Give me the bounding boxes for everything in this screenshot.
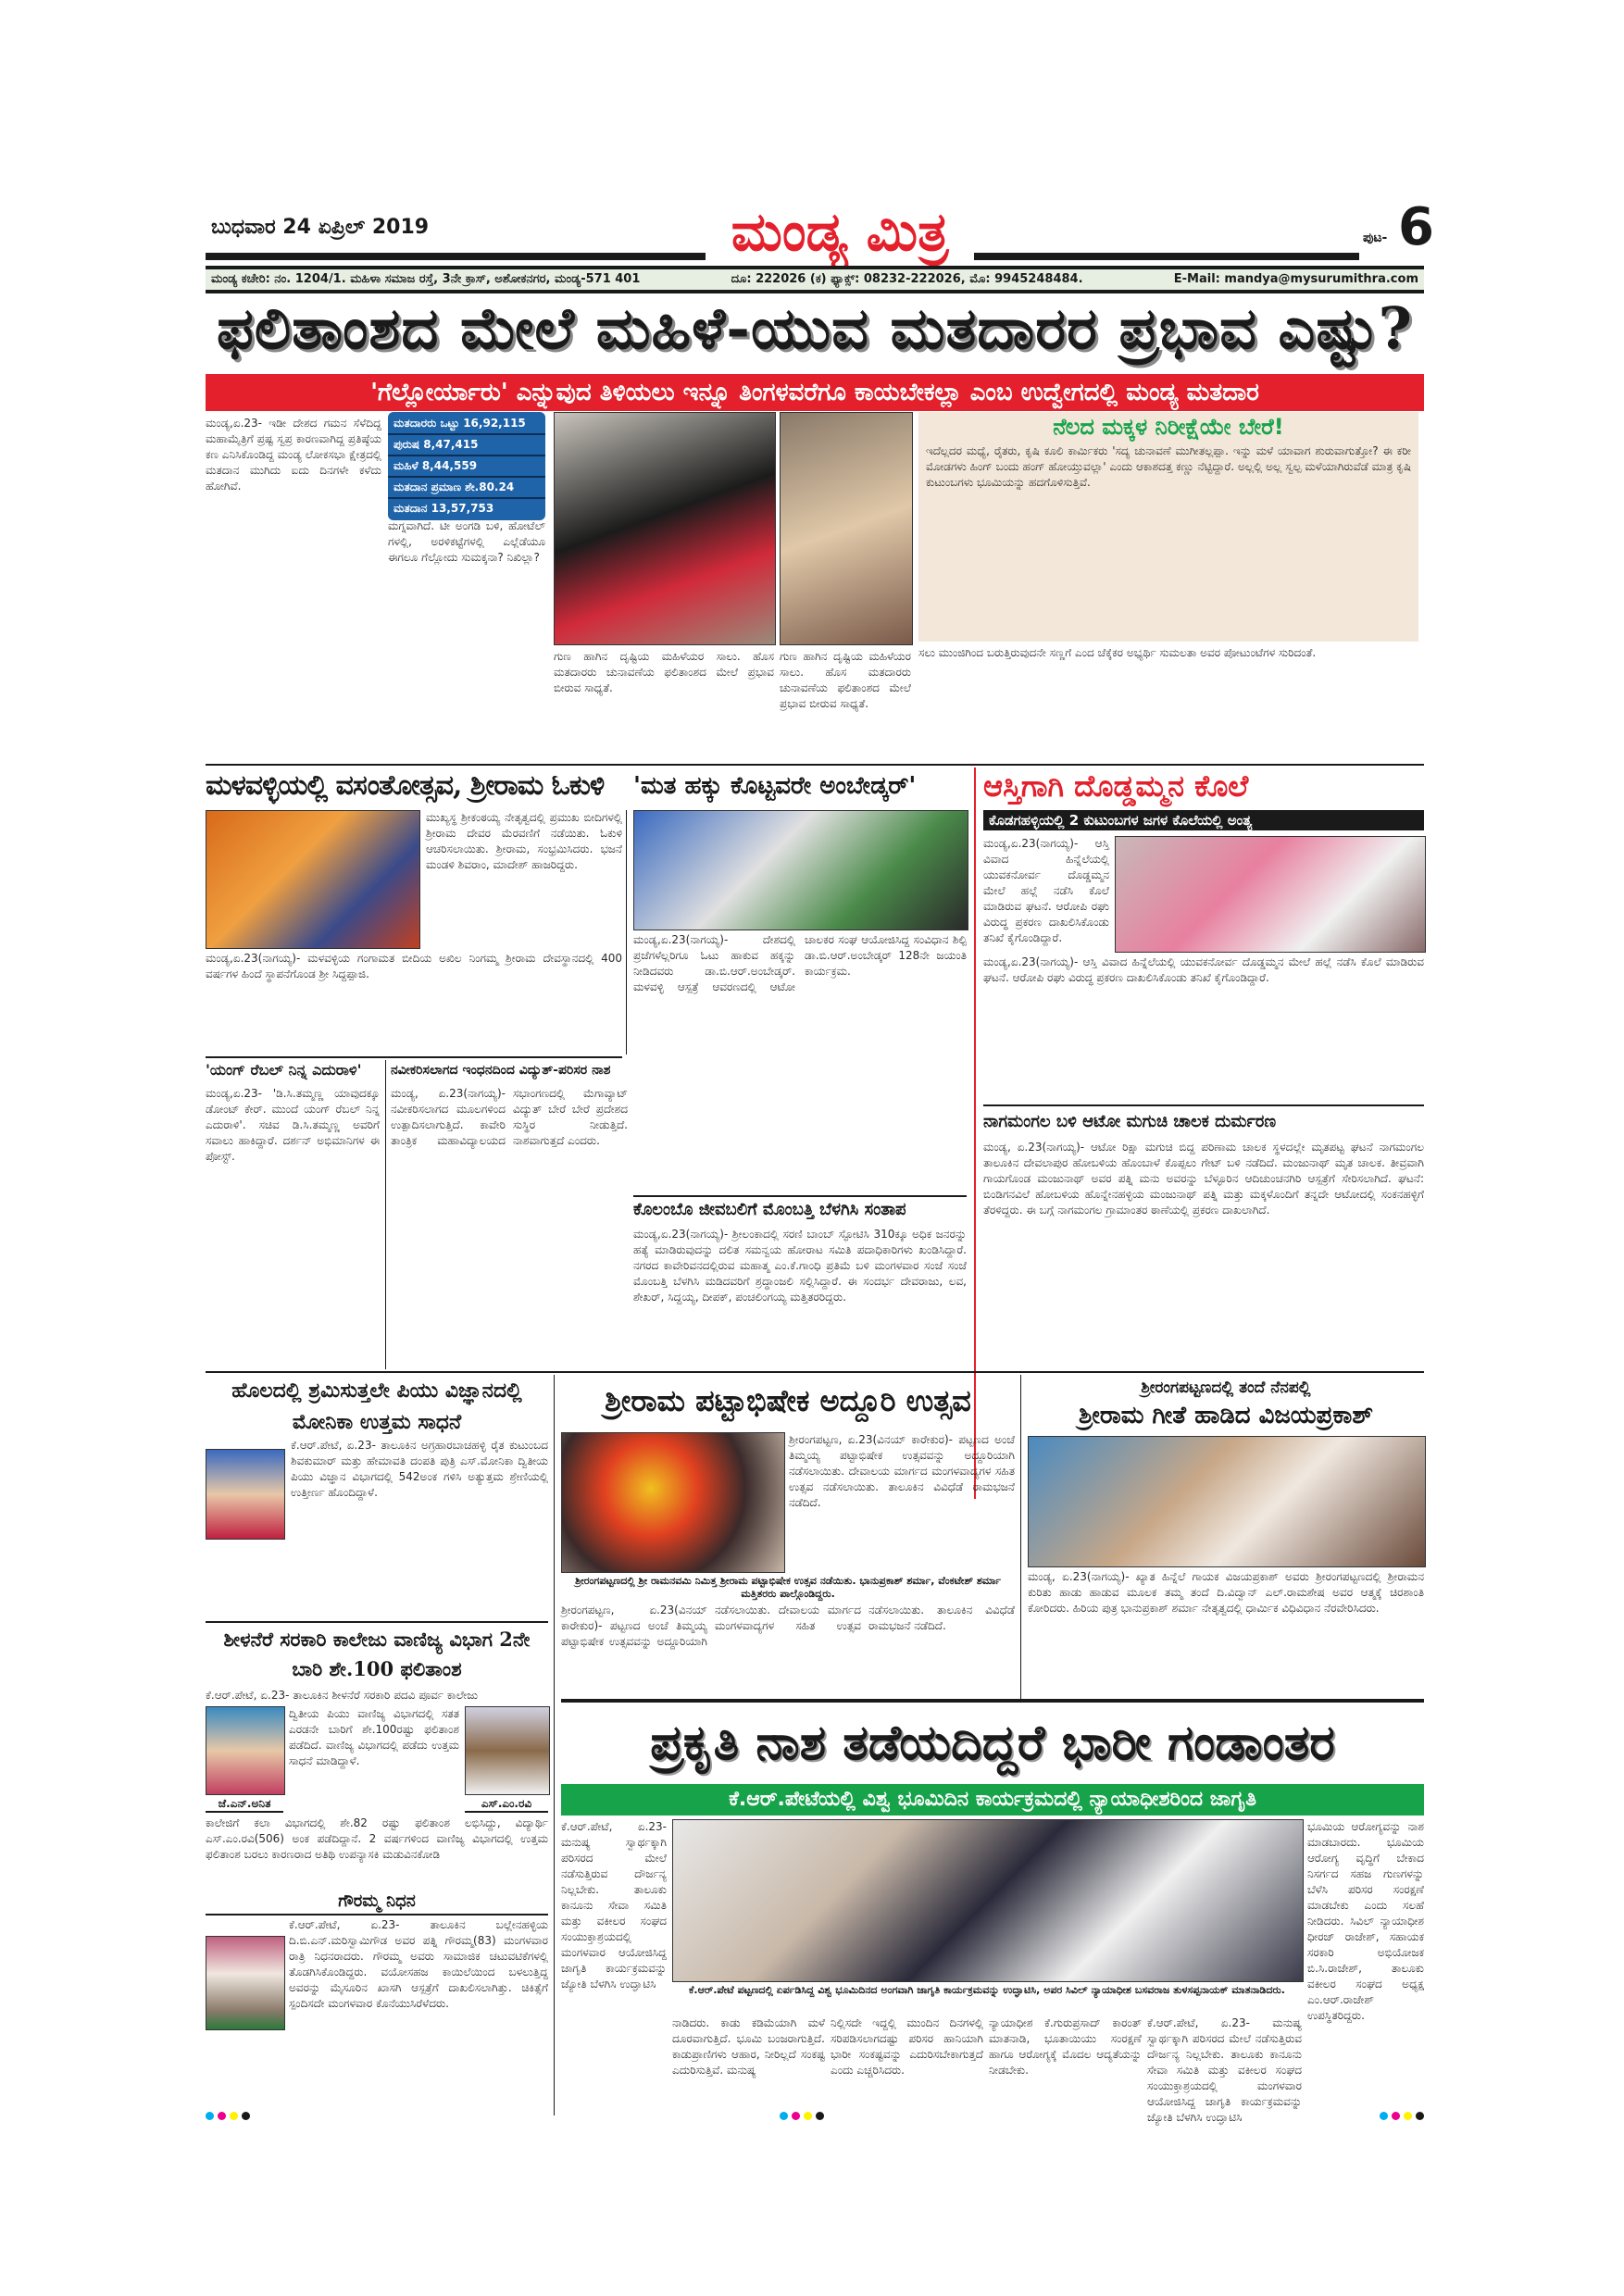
property-murder-lede: ಮಂಡ್ಯ,ಏ.23(ನಾಗಯ್ಯ)- ಆಸ್ತಿ ವಿವಾದ ಹಿನ್ನೆಲೆಯಲ್ಲಿ ಯುವಕನೋರ್ವ ದೊಡ್ಡಮ್ಮನ ಮೇಲೆ ಹಲ್ಲೆ ನಡೆಸಿ ಕೊಲೆ ಮಾಡಿರುವ ಘಟನೆ. ಆರೋಪಿ ರಘು ವಿರುದ್ಧ ಪ್ರಕರಣ ದಾಖಲಿಸಿಕೊಂಡು ತನಿಖೆ ಕೈಗೊಂಡಿದ್ದಾರೆ. (983, 837, 1109, 944)
pattabhisheka-photo (561, 1432, 785, 1573)
lead-col-2: ಮಗ್ನವಾಗಿದೆ. ಟೀ ಅಂಗಡಿ ಬಳಿ, ಹೋಟೆಲ್ ಗಳಲ್ಲಿ, ಅರಳಿಕಟ್ಟೆಗಳಲ್ಲಿ ಎಲ್ಲೆಡೆಯೂ ಈಗಲೂ ಗೆಲ್ಲೋದು ಸುಮಕ್ಕನಾ? ನಿಖಿಲ್ಲಾ? (388, 519, 545, 564)
property-murder-headline: ಆಸ್ತಿಗಾಗಿ ದೊಡ್ಡಮ್ಮನ ಕೊಲೆ (983, 768, 1249, 804)
ambedkar-photo (633, 810, 968, 930)
office-phone: ದೂ: 222026 (ಕ) ಫ್ಯಾಕ್ಸ್: 08232-222026, ಮೊ: 9945248484. (731, 272, 1083, 286)
vijayaprakash-photo (1028, 1436, 1426, 1567)
magenta-dot (218, 2112, 226, 2120)
earth-day-photo (672, 1819, 1304, 1982)
address-bar (206, 266, 1424, 293)
auto-accident-headline: ನಾಗಮಂಗಲ ಬಳಿ ಆಟೋ ಮಗುಚಿ ಚಾಲಕ ದುರ್ಮರಣ (983, 1112, 1277, 1131)
lead-col-5: ಸಲು ಮುಂಜಿಗಿಂದ ಬರುತ್ತಿರುವುದನೇ ಸಣ್ಣಗೆ ಎಂದ ಚೆಕ್ಕೆಕರ ಅಭ್ಯರ್ಥಿ ಸುಮಲತಾ ಅವರ ಪೋಟುಂಟೆಗಳ ಸುರಿದಂತೆ. (918, 646, 1317, 659)
lead-subhead-band: 'ಗೆಲ್ಲೋರ್ಯಾರು' ಎನ್ನುವುದ ತಿಳಿಯಲು ಇನ್ನೂ ತಿಂಗಳವರೆಗೂ ಕಾಯಬೇಕಲ್ಲಾ ಎಂಬ ಉದ್ವೇಗದಲ್ಲಿ ಮಂಡ್ಯ ಮತದಾರ (206, 374, 1424, 411)
issue-date: ಬುಧವಾರ 24 ಏಪ್ರಿಲ್ 2019 (211, 216, 430, 239)
earth-day-col-1b: ಕೆ.ಆರ್.ಪೇಟೆ, ಏ.23- ಮನುಷ್ಯ ಸ್ವಾರ್ಥಕ್ಕಾಗಿ ಪರಿಸರದ ಮೇಲೆ ನಡೆಸುತ್ತಿರುವ ದೌರ್ಜನ್ಯ ನಿಲ್ಲಬೇಕು. ತಾಲೂಕು ಕಾನೂನು ಸೇವಾ ಸಮಿತಿ ಮತ್ತು ವಕೀಲರ ಸಂಘದ ಸಂಯುಕ್ತಾಶ್ರಯದಲ್ಲಿ ಮಂಗಳವಾರ ಆಯೋಜಿಸಿದ್ದ ಜಾಗೃತಿ ಕಾರ್ಯಕ್ರಮವನ್ನು ಜ್ಯೋತಿ ಬೆಳಗಿಸಿ ಉದ್ಘಾಟಿಸಿ (1147, 2016, 1302, 2124)
earth-day-col-4: ನ್ಯಾಯಾಧೀಶ ಕೆ.ಗುರುಪ್ರಸಾದ್ ಕಾರಂತ್ ಮಾತನಾಡಿ, ಭೂತಾಯಿಯು ಸಂರಕ್ಷಣೆ ಹಾಗೂ ಆರೋಗ್ಯಕ್ಕೆ ಮೊದಲ ಆದ್ಯತೆಯನ್ನು ನೀಡಬೇಕು. (989, 2016, 1142, 2077)
sheelanere-headline: ಶೀಳನೆರೆ ಸರಕಾರಿ ಕಾಲೇಜು ವಾಣಿಜ್ಯ ವಿಭಾಗ 2ನೇ ಬಾರಿ ಶೇ.100 ಫಲಿತಾಂಶ (223, 1628, 531, 1680)
lead-col-1: ಮಂಡ್ಯ,ಏ.23- ಇಡೀ ದೇಶದ ಗಮನ ಸೆಳೆದಿದ್ದ ಮಹಾಮೈತ್ರಿಗೆ ಪ್ರಷ್ಟ ಸ್ವಪ್ರ ಕಾರಣವಾಗಿದ್ದ ಪ್ರತಿಷ್ಠೆಯ ಕಣ ಎನಿಸಿಕೊಂಡಿದ್ದ ಮಂಡ್ಯ ಲೋಕಸಭಾ ಕ್ಷೇತ್ರದಲ್ಲಿ ಮತದಾನ ಮುಗಿದು ಐದು ದಿನಗಳೇ ಕಳೆದು ಹೋಗಿವೆ. (206, 417, 381, 493)
earth-day-col-2: ನಾಡಿದರು. ಕಾಡು ಕಡಿಮೆಯಾಗಿ ಮಳೆ ದೂರವಾಗುತ್ತಿದೆ. ಭೂಮಿ ಬಂಜರಾಗುತ್ತಿದೆ. ಕಾಡುಪ್ರಾಣಿಗಳು ಆಹಾರ, ನೀರಿಲ್ಲದೆ ಸಂಕಷ್ಟ ಎದುರಿಸುತ್ತಿವೆ. ಮನುಷ್ಯ (672, 2016, 825, 2077)
colombo-headline: ಕೊಲಂಬೊ ಜೀವಬಲಿಗೆ ಮೊಂಬತ್ತಿ ಬೆಳಗಿಸಿ ಸಂತಾಪ (633, 1200, 906, 1219)
fuel-text: ಮಂಡ್ಯ, ಏ.23(ನಾಗಯ್ಯ)- ನವೀಕರಿಸಲಾಗದ ಮೂಲಗಳಿಂದ ಉತ್ಪಾದಿಸಲಾಗುತ್ತಿದೆ. ಕಾವೇರಿ ತಾಂತ್ರಿಕ ಮಹಾವಿದ್ಯಾಲಯದ ಸಭಾಂಗಣದಲ್ಲಿ ಮೆಗಾವ್ಯಾಟ್ ವಿದ್ಯುತ್ ಬೇರೆ ಬೇರೆ ಪ್ರದೇಶದ ಸುಸ್ಥಿರ ನೀಡುತ್ತಿದೆ. ನಾಶವಾಗುತ್ತದೆ ಎಂದರು. (391, 1087, 628, 1147)
section-divider (561, 1699, 1424, 1703)
colombo-text: ಮಂಡ್ಯ,ಏ.23(ನಾಗಯ್ಯ)- ಶ್ರೀಲಂಕಾದಲ್ಲಿ ಸರಣಿ ಬಾಂಬ್ ಸ್ಫೋಟಿಸಿ 310ಕ್ಕೂ ಅಧಿಕ ಜನರನ್ನು ಹತ್ಯೆ ಮಾಡಿರುವುದನ್ನು ದಲಿತ ಸಮನ್ವಯ ಹೋರಾಟ ಸಮಿತಿ ಪದಾಧಿಕಾರಿಗಳು ಖಂಡಿಸಿದ್ದಾರೆ. ನಗರದ ಕಾವೇರಿವನದಲ್ಲಿರುವ ಮಹಾತ್ಮ ಎಂ.ಕೆ.ಗಾಂಧಿ ಪ್ರತಿಮೆ ಬಳಿ ಮಂಗಳವಾರ ಸಂಜೆ ಸಂಜೆ ಮೊಂಬತ್ತಿ ಬೆಳಗಿಸಿ ಮಡಿದವರಿಗೆ ಶ್ರದ್ಧಾಂಜಲಿ ಸಲ್ಲಿಸಿದ್ದಾರೆ. ಈ ಸಂದರ್ಭ ದೇವರಾಜು, ಲವ, ಶೇಖರ್, ಸಿದ್ದಯ್ಯ, ದೀಪಕ್, ಪಂಚಲಿಂಗಯ್ಯ ಮತ್ತಿತರರಿದ್ದರು. (633, 1228, 967, 1304)
monika-text: ಕೆ.ಆರ್.ಪೇಟೆ, ಏ.23- ತಾಲೂಕಿನ ಅಗ್ರಹಾರಬಾಚಹಳ್ಳಿ ರೈತ ಕುಟುಂಬದ ಶಿವಕುಮಾರ್ ಮತ್ತು ಹೇಮಾವತಿ ದಂಪತಿ ಪುತ್ರಿ ಎಸ್.ಮೋನಿಕಾ ದ್ವಿತೀಯ ಪಿಯು ವಿಜ್ಞಾನ ವಿಭಾಗದಲ್ಲಿ 542ಅಂಕ ಗಳಿಸಿ ಅತ್ಯುತ್ತಮ ಶ್ರೇಣಿಯಲ್ಲಿ ಉತ್ತೀರ್ಣ ಹೊಂದಿದ್ದಾಳೆ. (291, 1439, 548, 1499)
obituary-headline: ಗೌರಮ್ಮ ನಿಧನ (338, 1891, 416, 1911)
pattabhisheka-side: ಶ್ರೀರಂಗಪಟ್ಟಣ, ಏ.23(ವಿನಯ್ ಕಾರೇಕುರ)- ಪಟ್ಟಣದ ಅಂಚೆ ತಿಮ್ಮಯ್ಯ ಪಟ್ಟಾಭಿಷೇಕ ಉತ್ಸವವನ್ನು ಅದ್ದೂರಿಯಾಗಿ ನಡೆಸಲಾಯಿತು. ದೇವಾಲಯ ಮಾರ್ಗದ ಮಂಗಳವಾದ್ಯಗಳ ಸಹಿತ ಉತ್ಸವ ನಡೆಸಲಾಯಿತು. ತಾಲೂಕಿನ ವಿವಿಧೆಡೆ ರಾಮಭಜನೆ ನಡೆದಿದೆ. (789, 1433, 1015, 1509)
stat-male: ಪುರುಷ 8,47,415 (388, 435, 545, 456)
ambedkar-text: ಮಂಡ್ಯ,ಏ.23(ನಾಗಯ್ಯ)- ದೇಶದಲ್ಲಿ ಪ್ರಜೆಗಳೆಲ್ಲರಿಗೂ ಓಟು ಹಾಕುವ ಹಕ್ಕನ್ನು ನೀಡಿದವರು ಡಾ.ಬಿ.ಆರ್.ಅಂಬೇಡ್ಕರ್. ಮಳವಳ್ಳಿ ಆಸ್ಪತ್ರೆ ಆವರಣದಲ್ಲಿ ಆಟೋ ಚಾಲಕರ ಸಂಘ ಆಯೋಜಿಸಿದ್ದ ಸಂವಿಧಾನ ಶಿಲ್ಪಿ ಡಾ.ಬಿ.ಆರ್.ಅಂಬೇಡ್ಕರ್ 128ನೇ ಜಯಂತಿ ಕಾರ್ಯಕ್ರಮ. (633, 933, 967, 993)
anitha-name-tag: ಜೆ.ಎನ್.ಅನಿತ (206, 1797, 283, 1813)
registration-marks-right (1380, 2112, 1424, 2120)
earth-day-col-3: ನಿಲ್ಲಿಸದೇ ಇದ್ದಲ್ಲಿ ಮುಂದಿನ ದಿನಗಳಲ್ಲಿ ಸರಿಪಡಿಸಲಾಗದಷ್ಟು ಪರಿಸರ ಹಾನಿಯಾಗಿ ಭಾರೀ ಸಂಕಷ್ಟವನ್ನು ಎದುರಿಸಬೇಕಾಗುತ್ತದೆ ಎಂದು ಎಚ್ಚರಿಸಿದರು. (831, 2016, 983, 2077)
black-dot (242, 2112, 250, 2120)
voters-queue-photo (554, 412, 776, 645)
stat-votes-cast: ಮತದಾನ 13,57,753 (394, 502, 494, 515)
earth-day-subhead: ಕೆ.ಆರ್.ಪೇಟೆಯಲ್ಲಿ ವಿಶ್ವ ಭೂಮಿದಿನ ಕಾರ್ಯಕ್ರಮದಲ್ಲಿ ನ್ಯಾಯಾಧೀಶರಿಂದ ಜಾಗೃತಿ (561, 1784, 1424, 1816)
monika-headline: ಹೊಲದಲ್ಲಿ ಶ್ರಮಿಸುತ್ತಲೇ ಪಿಯು ವಿಜ್ಞಾನದಲ್ಲಿ ಮೋನಿಕಾ ಉತ್ತಮ ಸಾಧನೆ (231, 1379, 522, 1434)
black-dot (1416, 2112, 1424, 2120)
column-rule (385, 1060, 386, 1369)
lead-col-4: ಗುಣ ಹಾಗಿನ ದೃಷ್ಟಿಯ ಮಹಿಳೆಯರ ಸಾಲು. ಹೊಸ ಮತದಾರರು ಚುನಾವಣೆಯ ಫಲಿತಾಂಶದ ಮೇಲೆ ಪ್ರಭಾವ ಬೀರುವ ಸಾಧ್ಯತೆ. (780, 650, 911, 710)
newspaper-logo: ಮಂಡ್ಯ ಮಿತ್ರ (731, 200, 949, 263)
page-number: 6 (1398, 197, 1434, 257)
young-rebel-text: ಮಂಡ್ಯ,ಏ.23- 'ಡಿ.ಸಿ.ತಮ್ಮಣ್ಣ ಯಾವುದಕ್ಕೂ ಡೋಂಟ್ ಕೇರ್. ಮುಂದೆ ಯಂಗ್ ರೆಬಲ್ ನಿನ್ನ ಎದುರಾಳಿ'. ಸಚಿವ ಡಿ.ಸಿ.ತಮ್ಮಣ್ಣ ಅವರಿಗೆ ಸವಾಲು ಹಾಕಿದ್ದಾರೆ. ದರ್ಶನ್ ಅಭಿಮಾನಿಗಳ ಈ ಪೋಸ್ಟ್. (206, 1087, 380, 1163)
pattabhisheka-text: ಶ್ರೀರಂಗಪಟ್ಟಣ, ಏ.23(ವಿನಯ್ ಕಾರೇಕುರ)- ಪಟ್ಟಣದ ಅಂಚೆ ತಿಮ್ಮಯ್ಯ ಪಟ್ಟಾಭಿಷೇಕ ಉತ್ಸವವನ್ನು ಅದ್ದೂರಿಯಾಗಿ ನಡೆಸಲಾಯಿತು. ದೇವಾಲಯ ಮಾರ್ಗದ ಮಂಗಳವಾದ್ಯಗಳ ಸಹಿತ ಉತ್ಸವ ನಡೆಸಲಾಯಿತು. ತಾಲೂಕಿನ ವಿವಿಧೆಡೆ ರಾಮಭಜನೆ ನಡೆದಿದೆ. (561, 1603, 1015, 1648)
column-rule (626, 810, 627, 1054)
masthead-rule-left (206, 253, 706, 260)
section-divider (983, 1104, 1424, 1106)
pattabhisheka-headline: ಶ್ರೀರಾಮ ಪಟ್ಟಾಭಿಷೇಕ ಅದ್ದೂರಿ ಉತ್ಸವ (605, 1383, 971, 1418)
sheelanere-text-2: ಕಾಲೇಜಿಗೆ ಕಲಾ ವಿಭಾಗದಲ್ಲಿ ಶೇ.82 ರಷ್ಟು ಫಲಿತಾಂಶ ಲಭಿಸಿದ್ದು, ವಿದ್ಯಾರ್ಥಿ ಎಸ್.ಎಂ.ರವಿ(506) ಅಂಕ ಪಡೆದಿದ್ದಾನೆ. 2 ವರ್ಷಗಳಿಂದ ವಾಣಿಜ್ಯ ವಿಭಾಗದಲ್ಲಿ ಉತ್ತಮ ಫಲಿತಾಂಶ ಬರಲು ಕಾರಣರಾದ ಅತಿಥಿ ಉಪನ್ಯಾಸಕಿ ಮಡುವಿನಕೋಡಿ (206, 1816, 548, 1861)
yellow-dot (230, 2112, 238, 2120)
young-rebel-headline: 'ಯಂಗ್ ರೆಬಲ್ ನಿನ್ನ ಎದುರಾಳಿ' (206, 1061, 362, 1079)
registration-marks-left (206, 2112, 250, 2120)
auto-accident-text: ಮಂಡ್ಯ, ಏ.23(ನಾಗಯ್ಯ)- ಆಟೋ ರಿಕ್ಷಾ ಮಗುಚಿ ಬಿದ್ದ ಪರಿಣಾಮ ಚಾಲಕ ಸ್ಥಳದಲ್ಲೇ ಮೃತಪಟ್ಟ ಘಟನೆ ನಾಗಮಂಗಲ ತಾಲೂಕಿನ ದೇವಲಾಪುರ ಹೋಬಳಿಯ ಹೊಂಬಾಳೆ ಕೊಪ್ಪಲು ಗೇಟ್ ಬಳಿ ನಡೆದಿದೆ. ಮಂಜುನಾಥ್ ಮೃತ ಚಾಲಕ. ತೀವ್ರವಾಗಿ ಗಾಯಗೊಂಡ ಮಂಜುನಾಥ್ ಅವರ ಪತ್ನಿ ಮನು ಅವರನ್ನು ಬೆಳ್ಳೂರಿನ ಆದಿಚುಂಚನಗಿರಿ ಆಸ್ಪತ್ರೆಗೆ ಸೇರಿಸಲಾಗಿದೆ. ಘಟನೆ: ಬಿಂಡಿಗನವಿಲೆ ಹೋಬಳಿಯ ಹೊನ್ನೇನಹಳ್ಳಿಯ ಮಂಜುನಾಥ್ ಪತ್ನಿ ಮತ್ತು ಮಕ್ಕಳೊಂದಿಗೆ ತನ್ನದೇ ಆಟೋದಲ್ಲಿ ಸಂಕನಹಳ್ಳಿಗೆ ತೆರಳಿದ್ದರು. ಈ ಬಗ್ಗೆ ನಾಗಮಂಗಲ ಗ್ರಾಮಾಂತರ ಠಾಣೆಯಲ್ಲಿ ಪ್ರಕರಣ ದಾಖಲಾಗಿದೆ. (983, 1141, 1424, 1217)
vijayaprakash-kicker: ಶ್ರೀರಂಗಪಟ್ಟಣದಲ್ಲಿ ತಂದೆ ನೆನಪಲ್ಲಿ (1141, 1379, 1311, 1397)
magenta-dot (792, 2112, 800, 2120)
pattabhisheka-caption: ಶ್ರೀರಂಗಪಟ್ಟಣದಲ್ಲಿ ಶ್ರೀ ರಾಮನವಮಿ ನಿಮಿತ್ತ ಶ್ರೀರಾಮ ಪಟ್ಟಾಭಿಷೇಕ ಉತ್ಸವ ನಡೆಯಿತು. ಭಾನುಪ್ರಕಾಶ್ ಶರ್ಮಾ, ವೆಂಕಟೇಶ್ ಶರ್ಮಾ ಮತ್ತಿತರರು ಪಾಲ್ಗೊಂಡಿದ್ದರು. (575, 1575, 1001, 1600)
anitha-photo (206, 1706, 285, 1795)
malavalli-photo (206, 810, 420, 949)
victim-photo (1115, 836, 1426, 953)
office-address: ಮಂಡ್ಯ ಕಚೇರಿ: ನಂ. 1204/1. ಮಹಿಳಾ ಸಮಾಜ ರಸ್ತೆ, 3ನೇ ಕ್ರಾಸ್, ಅಶೋಕನಗರ, ಮಂಡ್ಯ-571 401 (211, 272, 641, 286)
masthead-rule-right (974, 253, 1359, 260)
obituary-text: ಕೆ.ಆರ್.ಪೇಟೆ, ಏ.23- ತಾಲೂಕಿನ ಬಲ್ಲೇನಹಳ್ಳಿಯ ದಿ.ಬಿ.ಎನ್.ಮರಿಸ್ವಾಮಿಗೌಡ ಅವರ ಪತ್ನಿ ಗೌರಮ್ಮ(83) ಮಂಗಳವಾರ ರಾತ್ರಿ ನಿಧನರಾದರು. ಗೌರಮ್ಮ ಅವರು ಸಾಮಾಜಿಕ ಚಟುವಟಿಕೆಗಳಲ್ಲಿ ತೊಡಗಿಸಿಕೊಂಡಿದ್ದರು. ವಯೋಸಹಜ ಕಾಯಿಲೆಯಿಂದ ಬಳಲುತ್ತಿದ್ದ ಅವರನ್ನು ಮೈಸೂರಿನ ಖಾಸಗಿ ಆಸ್ಪತ್ರೆಗೆ ದಾಖಲಿಸಲಾಗಿತ್ತು. ಚಿಕಿತ್ಸೆಗೆ ಸ್ಪಂದಿಸದೇ ಮಂಗಳವಾರ ಕೊನೆಯುಸಿರೆಳೆದರು. (289, 1918, 548, 2010)
earth-day-caption: ಕೆ.ಆರ್.ಪೇಟೆ ಪಟ್ಟಣದಲ್ಲಿ ಏರ್ಪಡಿಸಿದ್ದ ವಿಶ್ವ ಭೂಮಿದಿನದ ಅಂಗವಾಗಿ ಜಾಗೃತಿ ಕಾರ್ಯಕ್ರಮವನ್ನು ಉದ್ಘಾಟಿಸಿ, ಅಪರ ಸಿವಿಲ್ ನ್ಯಾಯಾಧೀಶ ಬಸವರಾಜ ತುಳಸಪ್ಪನಾಯಕ್ ಮಾತನಾಡಿದರು. (689, 1984, 1285, 1996)
section-divider (206, 1371, 1424, 1373)
vijayaprakash-text: ಮಂಡ್ಯ, ಏ.23(ನಾಗಯ್ಯ)- ಖ್ಯಾತ ಹಿನ್ನೆಲೆ ಗಾಯಕ ವಿಜಯಪ್ರಕಾಶ್ ಅವರು ಶ್ರೀರಂಗಪಟ್ಟಣದಲ್ಲಿ ಶ್ರೀರಾಮನ ಕುರಿತು ಹಾಡು ಹಾಡುವ ಮೂಲಕ ತಮ್ಮ ತಂದೆ ದಿ.ವಿದ್ವಾನ್ ಎಲ್.ರಾಮಶೇಷ ಅವರ ಆತ್ಮಕ್ಕೆ ಚಿರಶಾಂತಿ ಕೋರಿದರು. ಹಿರಿಯ ಪುತ್ರ ಭಾನುಪ್ರಕಾಶ್ ಶರ್ಮಾ ನೇತೃತ್ವದಲ್ಲಿ ಧಾರ್ಮಿಕ ವಿಧಿವಿಧಾನ ನೆರವೇರಿಸಿದರು. (1028, 1570, 1424, 1615)
cyan-dot (780, 2112, 788, 2120)
earth-day-side-col: ಭೂಮಿಯ ಆರೋಗ್ಯವನ್ನು ನಾಶ ಮಾಡಬಾರದು. ಭೂಮಿಯ ಆರೋಗ್ಯ ವೃದ್ಧಿಗೆ ಬೇಕಾದ ನಿಸರ್ಗದ ಸಹಜ ಗುಣಗಳನ್ನು ಬೆಳೆಸಿ ಪರಿಸರ ಸಂರಕ್ಷಣೆ ಮಾಡಬೇಕು ಎಂದು ಸಲಹೆ ನೀಡಿದರು. ಸಿವಿಲ್ ನ್ಯಾಯಾಧೀಶ ಧೀರಜ್ ರಾಜೇಶ್, ಸಹಾಯಕ ಸರಕಾರಿ ಅಭಿಯೋಜಕ ಬಿ.ಸಿ.ರಾಜೇಶ್, ತಾಲೂಕು ವಕೀಲರ ಸಂಘದ ಅಧ್ಯಕ್ಷ ಎಂ.ಆರ್.ರಾಜೇಶ್ ಉಪಸ್ಥಿತರಿದ್ದರು. (1307, 1820, 1424, 2022)
sheelanere-lede: ಕೆ.ಆರ್.ಪೇಟೆ, ಏ.23- ತಾಲೂಕಿನ ಶೀಳನೆರೆ ಸರಕಾರಿ ಪದವಿ ಪೂರ್ವ ಕಾಲೇಜು (206, 1689, 479, 1702)
malavalli-text-main: ಮಂಡ್ಯ,ಏ.23(ನಾಗಯ್ಯ)- ಮಳವಳ್ಳಿಯ ಗಂಗಾಮತ ಬೀದಿಯ ಅಖಿಲ ನಿಂಗಮ್ಮ ಶ್ರೀರಾಮ ದೇವಸ್ಥಾನದಲ್ಲಿ 400 ವರ್ಷಗಳ ಹಿಂದೆ ಸ್ಥಾಪನೆಗೊಂಡ ಶ್ರೀ ಸಿದ್ದಪ್ಪಾಜಿ. (206, 952, 622, 980)
ravi-photo (465, 1706, 550, 1795)
sheelanere-text: ದ್ವಿತೀಯ ಪಿಯು ವಾಣಿಜ್ಯ ವಿಭಾಗದಲ್ಲಿ ಸತತ ಎರಡನೇ ಬಾರಿಗೆ ಶೇ.100ರಷ್ಟು ಫಲಿತಾಂಶ ಪಡೆದಿದೆ. ವಾಣಿಜ್ಯ ವಿಭಾಗದಲ್ಲಿ ಪಡೆದು ಉತ್ತಮ ಸಾಧನೆ ಮಾಡಿದ್ದಾಳೆ. (289, 1707, 459, 1767)
column-rule (1020, 1375, 1021, 1699)
stat-total-voters: ಮತದಾರರು ಒಟ್ಟು 16,92,115 (388, 414, 545, 435)
section-divider (206, 1621, 548, 1623)
farmer-sidebar-box (918, 412, 1418, 642)
section-divider (206, 1914, 548, 1915)
farmer-box-title: ನೆಲದ ಮಕ್ಕಳ ನಿರೀಕ್ಷೆಯೇ ಬೇರೆ! (1053, 414, 1284, 440)
office-email[interactable]: E-Mail: mandya@mysurumithra.com (1173, 272, 1418, 286)
lead-headline: ಫಲಿತಾಂಶದ ಮೇಲೆ ಮಹಿಳೆ-ಯುವ ಮತದಾರರ ಪ್ರಭಾವ ಎಷ್ಟು? (216, 294, 1414, 362)
voter-stats-box (388, 412, 545, 520)
earth-day-headline: ಪ್ರಕೃತಿ ನಾಶ ತಡೆಯದಿದ್ದರೆ ಭಾರೀ ಗಂಡಾಂತರ (650, 1715, 1335, 1771)
cyan-dot (1380, 2112, 1388, 2120)
malavalli-text-col: ಮುಖ್ಯಸ್ಥ ಶ್ರೀಕಂಠಯ್ಯ ನೇತೃತ್ವದಲ್ಲಿ ಪ್ರಮುಖ ಬೀದಿಗಳಲ್ಲಿ ಶ್ರೀರಾಮ ದೇವರ ಮೆರವಣಿಗೆ ನಡೆಯಿತು. ಓಕುಳಿ ಆಚರಿಸಲಾಯಿತು. ಶ್ರೀರಾಮ, ಸಂಭ್ರಮಿಸಿದರು. ಭಜನೆ ಮಂಡಳಿ ಶಿವರಾಂ, ಮಾದೇಶ್ ಹಾಜರಿದ್ದರು. (426, 811, 622, 871)
black-dot (816, 2112, 824, 2120)
malavalli-headline: ಮಳವಳ್ಳಿಯಲ್ಲಿ ವಸಂತೋತ್ಸವ, ಶ್ರೀರಾಮ ಓಕುಳಿ (206, 769, 605, 802)
woman-voter-photo (780, 412, 913, 645)
registration-marks-center (780, 2112, 824, 2120)
ravi-name-tag: ಎಸ್.ಎಂ.ರವಿ (465, 1797, 548, 1813)
column-rule (554, 1375, 555, 2115)
farmer-box-text: ಇದೆಲ್ಲದರ ಮಧ್ಯೆ, ರೈತರು, ಕೃಷಿ ಕೂಲಿ ಕಾರ್ಮಿಕರು 'ಸದ್ಯ ಚುನಾವಣೆ ಮುಗೀತಲ್ಲಪ್ಪಾ. ಇನ್ನು ಮಳೆ ಯಾವಾಗ ಶುರುವಾಗುತ್ತೋ? ಈ ಕರೀ ಮೋಡಗಳು ಹಿಂಗ್ ಬಂದು ಹಂಗ್ ಹೋಯ್ತುವಲ್ಲಾ' ಎಂದು ಆಕಾಶದತ್ತ ಕಣ್ಣು ನೆಟ್ಟಿದ್ದಾರೆ. ಅಲ್ಲಲ್ಲಿ ಅಲ್ಲ ಸ್ವಲ್ಪ ಮಳೆಯಾಗಿರುವೆಡೆ ಮಾತ್ರ ಕೃಷಿ ಕುಟುಂಬಗಳು ಭೂಮಿಯನ್ನು ಹದಗೊಳಿಸುತ್ತಿವೆ. (926, 444, 1411, 489)
property-murder-strap: ಕೊಡಗಹಳ್ಳಿಯಲ್ಲಿ 2 ಕುಟುಂಬಗಳ ಜಗಳ ಕೊಲೆಯಲ್ಲಿ ಅಂತ್ಯ (983, 810, 1424, 830)
stat-female: ಮಹಿಳೆ 8,44,559 (388, 456, 545, 478)
magenta-dot (1392, 2112, 1400, 2120)
property-murder-text: ಮಂಡ್ಯ,ಏ.23(ನಾಗಯ್ಯ)- ಆಸ್ತಿ ವಿವಾದ ಹಿನ್ನೆಲೆಯಲ್ಲಿ ಯುವಕನೋರ್ವ ದೊಡ್ಡಮ್ಮನ ಮೇಲೆ ಹಲ್ಲೆ ನಡೆಸಿ ಕೊಲೆ ಮಾಡಿರುವ ಘಟನೆ. ಆರೋಪಿ ರಘು ವಿರುದ್ಧ ಪ್ರಕರಣ ದಾಖಲಿಸಿಕೊಂಡು ತನಿಖೆ ಕೈಗೊಂಡಿದ್ದಾರೆ. (983, 955, 1424, 984)
vijayaprakash-headline: ಶ್ರೀರಾಮ ಗೀತೆ ಹಾಡಿದ ವಿಜಯಪ್ರಕಾಶ್ (1078, 1402, 1374, 1429)
fuel-headline: ನವೀಕರಿಸಲಾಗದ ಇಂಧನದಿಂದ ವಿದ್ಯುತ್-ಪರಿಸರ ನಾಶ (391, 1063, 611, 1078)
ambedkar-headline: 'ಮತ ಹಕ್ಕು ಕೊಟ್ಟವರೇ ಅಂಬೇಡ್ಕರ್' (633, 772, 917, 800)
earth-day-col-1: ಕೆ.ಆರ್.ಪೇಟೆ, ಏ.23- ಮನುಷ್ಯ ಸ್ವಾರ್ಥಕ್ಕಾಗಿ ಪರಿಸರದ ಮೇಲೆ ನಡೆಸುತ್ತಿರುವ ದೌರ್ಜನ್ಯ ನಿಲ್ಲಬೇಕು. ತಾಲೂಕು ಕಾನೂನು ಸೇವಾ ಸಮಿತಿ ಮತ್ತು ವಕೀಲರ ಸಂಘದ ಸಂಯುಕ್ತಾಶ್ರಯದಲ್ಲಿ ಮಂಗಳವಾರ ಆಯೋಜಿಸಿದ್ದ ಜಾಗೃತಿ ಕಾರ್ಯಕ್ರಮವನ್ನು ಜ್ಯೋತಿ ಬೆಳಗಿಸಿ ಉದ್ಘಾಟಿಸಿ (561, 1820, 667, 1990)
yellow-dot (1404, 2112, 1412, 2120)
lead-col-3: ಗುಣ ಹಾಗಿನ ದೃಷ್ಟಿಯ ಮಹಿಳೆಯರ ಸಾಲು. ಹೊಸ ಮತದಾರರು ಚುನಾವಣೆಯ ಫಲಿತಾಂಶದ ಮೇಲೆ ಪ್ರಭಾವ ಬೀರುವ ಸಾಧ್ಯತೆ. (554, 650, 774, 694)
page-label: ಪುಟ- (1363, 231, 1388, 245)
newspaper-page (206, 197, 1434, 2125)
cyan-dot (206, 2112, 214, 2120)
stat-turnout-pct: ಮತದಾನ ಪ್ರಮಾಣ ಶೇ.80.24 (388, 478, 545, 499)
yellow-dot (804, 2112, 812, 2120)
